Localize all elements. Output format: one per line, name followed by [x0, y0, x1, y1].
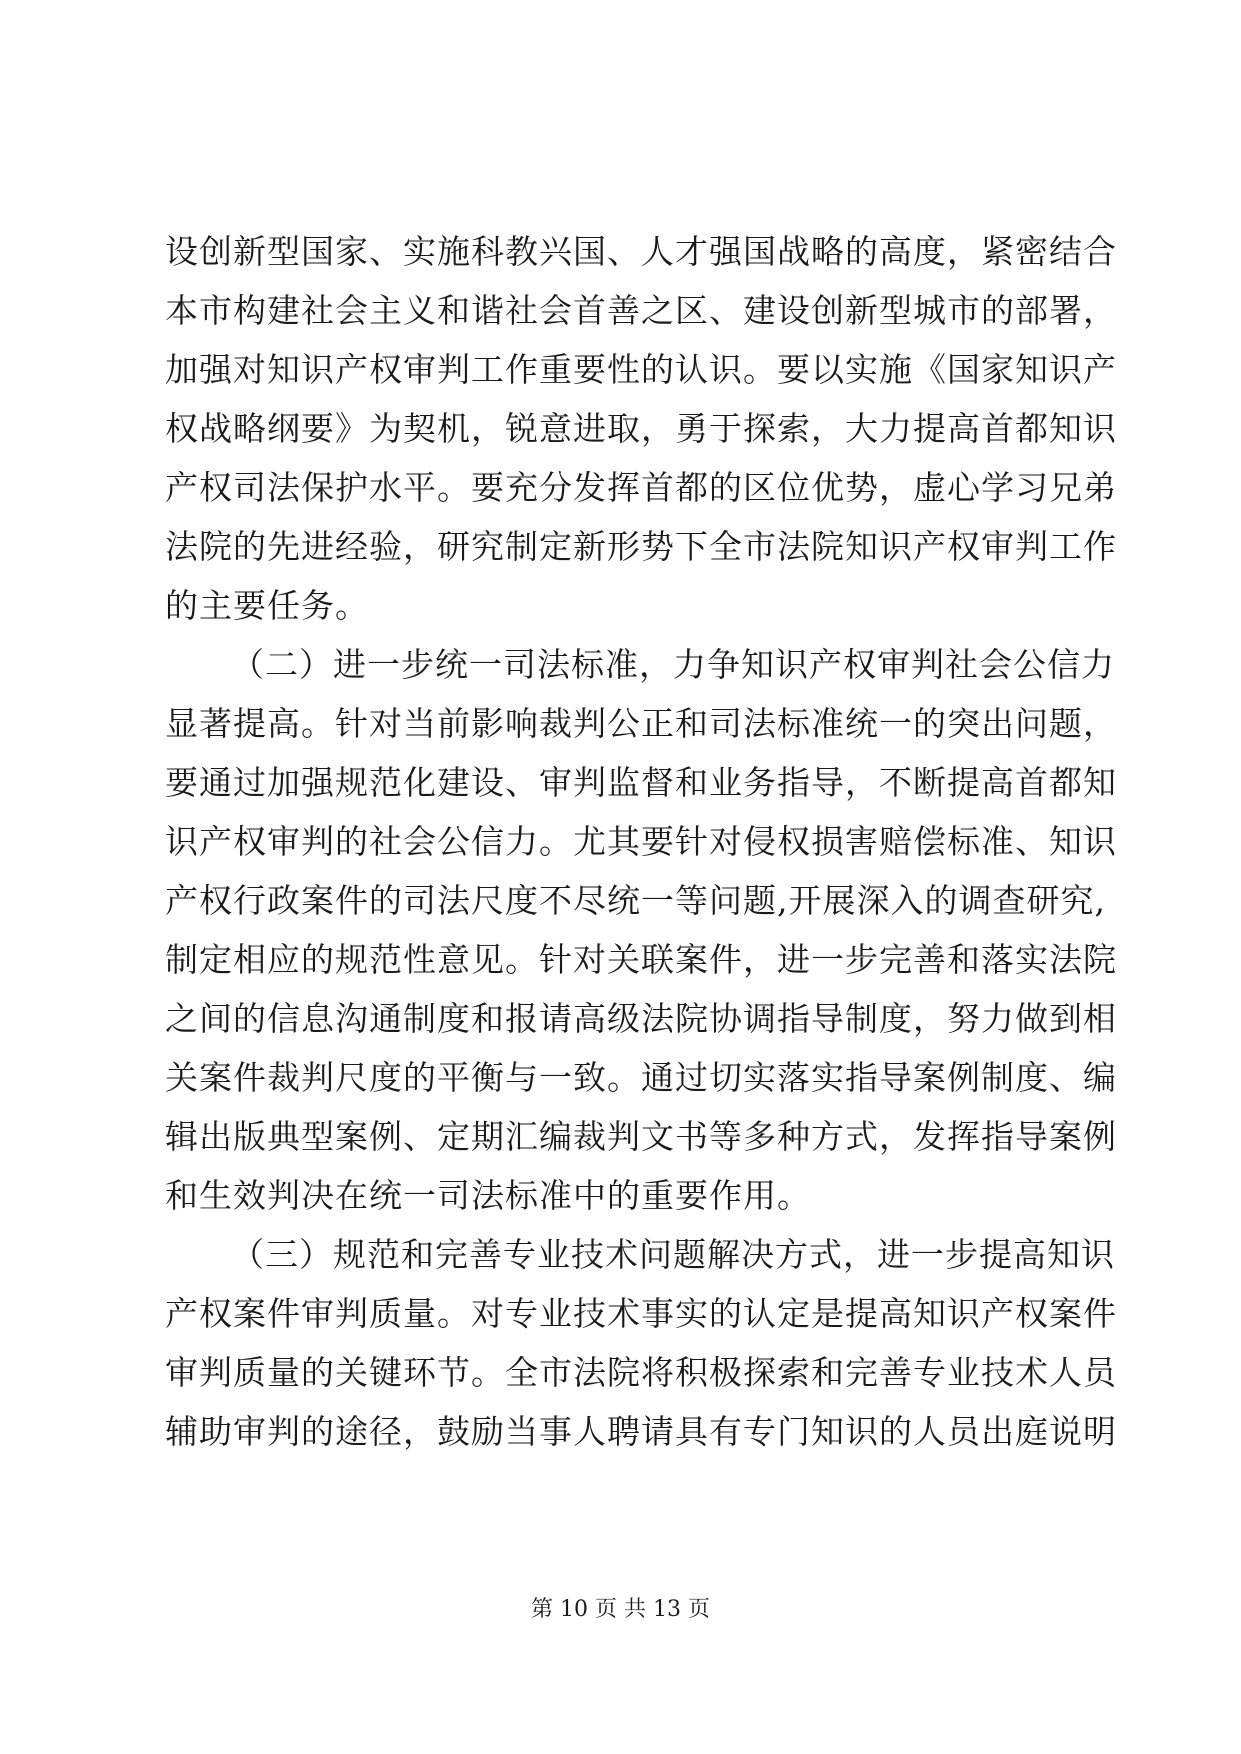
text-line: 关案件裁判尺度的平衡与一致。通过切实落实指导案例制度、编	[165, 1058, 1117, 1097]
paragraph-heading-line: （三）规范和完善专业技术问题解决方式，进一步提高知识	[231, 1235, 1115, 1274]
text-line: 法院的先进经验，研究制定新形势下全市法院知识产权审判工作	[165, 527, 1117, 566]
text-line: 权战略纲要》为契机，锐意进取，勇于探索，大力提高首都知识	[165, 409, 1117, 448]
text-line: 显著提高。针对当前影响裁判公正和司法标准统一的突出问题，	[165, 704, 1117, 743]
text-line: 加强对知识产权审判工作重要性的认识。要以实施《国家知识产	[165, 350, 1117, 389]
text-line: 本市构建社会主义和谐社会首善之区、建设创新型城市的部署，	[165, 291, 1117, 330]
text-line: 辑出版典型案例、定期汇编裁判文书等多种方式，发挥指导案例	[165, 1117, 1117, 1156]
text-line: 审判质量的关键环节。全市法院将积极探索和完善专业技术人员	[165, 1353, 1117, 1392]
text-line: 制定相应的规范性意见。针对关联案件，进一步完善和落实法院	[165, 940, 1117, 979]
paragraph-heading-line: （二）进一步统一司法标准，力争知识产权审判社会公信力	[231, 645, 1115, 684]
text-line: 的主要任务。	[165, 586, 369, 625]
text-line: 之间的信息沟通制度和报请高级法院协调指导制度，努力做到相	[165, 999, 1117, 1038]
body-text	[165, 222, 1117, 1461]
text-line: 识产权审判的社会公信力。尤其要针对侵权损害赔偿标准、知识	[165, 822, 1117, 861]
page-number-footer: 第 10 页 共 13 页	[531, 1597, 710, 1622]
text-line: 产权案件审判质量。对专业技术事实的认定是提高知识产权案件	[165, 1294, 1117, 1333]
text-line: 辅助审判的途径，鼓励当事人聘请具有专门知识的人员出庭说明	[165, 1412, 1117, 1451]
text-line: 产权行政案件的司法尺度不尽统一等问题,开展深入的调查研究,	[165, 881, 1106, 920]
text-line: 产权司法保护水平。要充分发挥首都的区位优势，虚心学习兄弟	[165, 468, 1117, 507]
text-line: 要通过加强规范化建设、审判监督和业务指导，不断提高首都知	[165, 763, 1117, 802]
text-line: 设创新型国家、实施科教兴国、人才强国战略的高度，紧密结合	[165, 232, 1117, 271]
text-line: 和生效判决在统一司法标准中的重要作用。	[165, 1176, 811, 1215]
